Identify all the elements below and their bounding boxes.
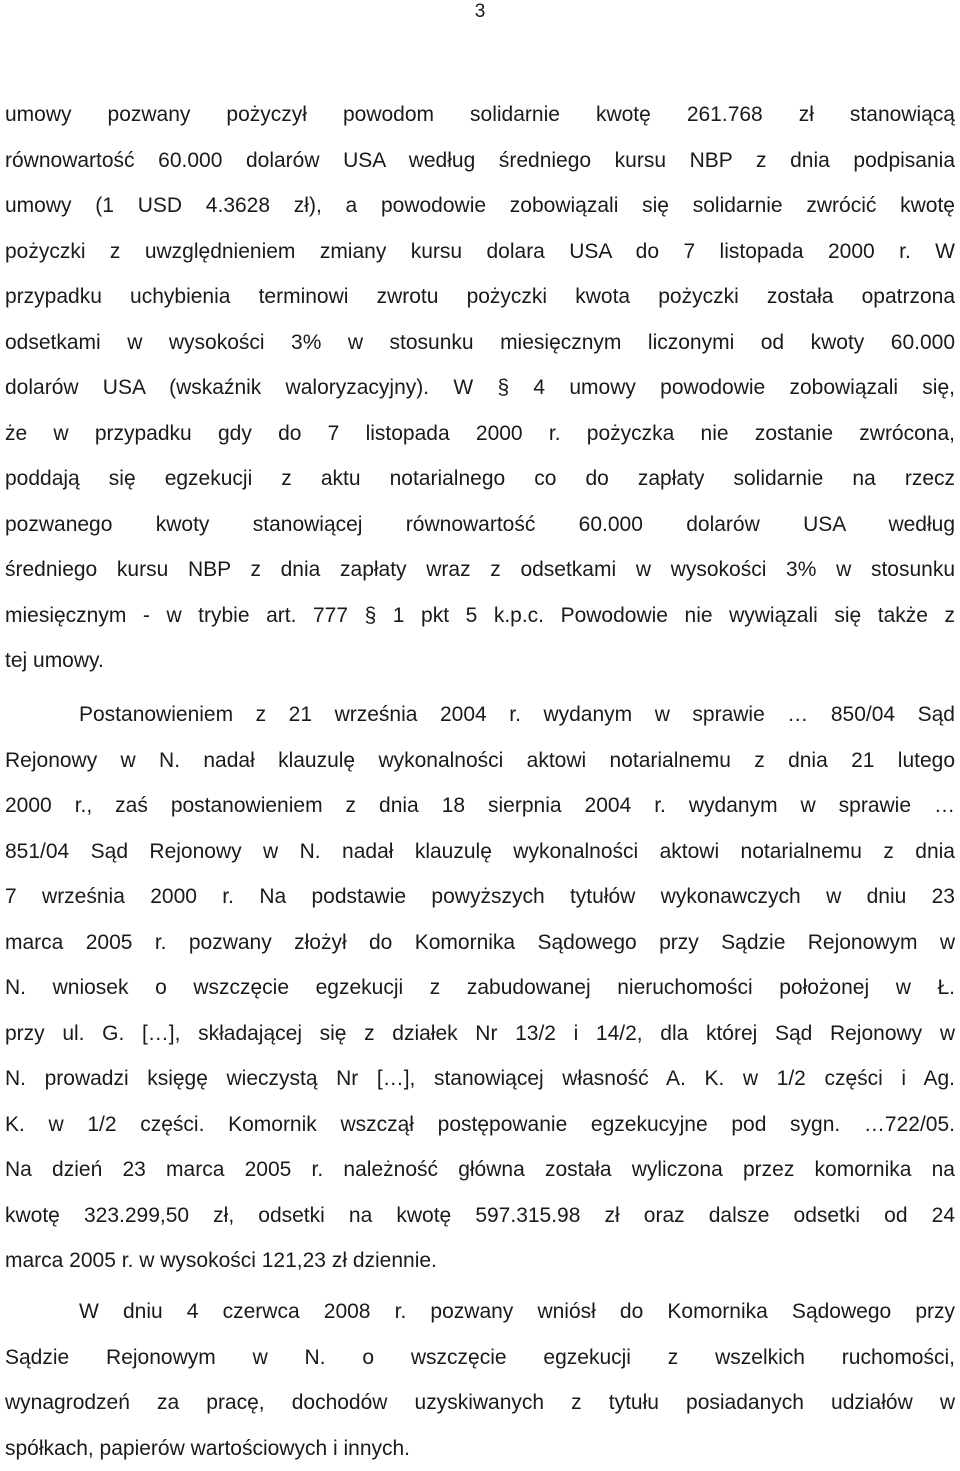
page-number: 3 — [0, 0, 960, 24]
text-line: pożyczki z uwzględnieniem zmiany kursu dolara USA do 7 listopada 2000 r. W — [5, 229, 955, 275]
text-line: równowartość 60.000 dolarów USA według średniego kursu NBP z dnia podpisania — [5, 138, 955, 184]
text-line: N. prowadzi księgę wieczystą Nr […], stanowiącej własność A. K. w 1/2 części i Ag. — [5, 1056, 955, 1102]
text-line: odsetkami w wysokości 3% w stosunku miesięcznym liczonymi od kwoty 60.000 — [5, 320, 955, 366]
text-line: N. wniosek o wszczęcie egzekucji z zabudowanej nieruchomości położonej w Ł. — [5, 965, 955, 1011]
text-line: marca 2005 r. pozwany złożył do Komornika Sądowego przy Sądzie Rejonowym w — [5, 920, 955, 966]
text-line: dolarów USA (wskaźnik waloryzacyjny). W § 4 umowy powodowie zobowiązali się, — [5, 365, 955, 411]
text-line: spółkach, papierów wartościowych i innych. — [5, 1426, 955, 1471]
text-line: umowy pozwany pożyczył powodom solidarnie kwotę 261.768 zł stanowiącą — [5, 92, 955, 138]
paragraph-2 — [5, 692, 955, 1284]
text-line: umowy (1 USD 4.3628 zł), a powodowie zobowiązali się solidarnie zwrócić kwotę — [5, 183, 955, 229]
text-line: K. w 1/2 części. Komornik wszczął postępowanie egzekucyjne pod sygn. …722/05. — [5, 1102, 955, 1148]
text-line: 851/04 Sąd Rejonowy w N. nadał klauzulę wykonalności aktowi notarialnemu z dnia — [5, 829, 955, 875]
text-line: Postanowieniem z 21 września 2004 r. wydanym w sprawie … 850/04 Sąd — [5, 692, 955, 738]
text-line: poddają się egzekucji z aktu notarialnego co do zapłaty solidarnie na rzecz — [5, 456, 955, 502]
text-line: wynagrodzeń za pracę, dochodów uzyskiwanych z tytułu posiadanych udziałów w — [5, 1380, 955, 1426]
text-line: Rejonowy w N. nadał klauzulę wykonalności aktowi notarialnemu z dnia 21 lutego — [5, 738, 955, 784]
text-line: kwotę 323.299,50 zł, odsetki na kwotę 597.315.98 zł oraz dalsze odsetki od 24 — [5, 1193, 955, 1239]
text-line: miesięcznym - w trybie art. 777 § 1 pkt 5 k.p.c. Powodowie nie wywiązali się także z — [5, 593, 955, 639]
paragraph-1 — [5, 92, 955, 684]
text-line: 7 września 2000 r. Na podstawie powyższych tytułów wykonawczych w dniu 23 — [5, 874, 955, 920]
text-line: pozwanego kwoty stanowiącej równowartość 60.000 dolarów USA według — [5, 502, 955, 548]
paragraph-3 — [5, 1289, 955, 1471]
text-line: że w przypadku gdy do 7 listopada 2000 r. pożyczka nie zostanie zwrócona, — [5, 411, 955, 457]
text-line: marca 2005 r. w wysokości 121,23 zł dziennie. — [5, 1238, 955, 1284]
text-line: przy ul. G. […], składającej się z działek Nr 13/2 i 14/2, dla której Sąd Rejonowy w — [5, 1011, 955, 1057]
text-line: Na dzień 23 marca 2005 r. należność główna została wyliczona przez komornika na — [5, 1147, 955, 1193]
text-line: przypadku uchybienia terminowi zwrotu pożyczki kwota pożyczki została opatrzona — [5, 274, 955, 320]
text-line: W dniu 4 czerwca 2008 r. pozwany wniósł do Komornika Sądowego przy — [5, 1289, 955, 1335]
text-line: 2000 r., zaś postanowieniem z dnia 18 sierpnia 2004 r. wydanym w sprawie … — [5, 783, 955, 829]
text-line: średniego kursu NBP z dnia zapłaty wraz z odsetkami w wysokości 3% w stosunku — [5, 547, 955, 593]
text-line: tej umowy. — [5, 638, 955, 684]
text-line: Sądzie Rejonowym w N. o wszczęcie egzekucji z wszelkich ruchomości, — [5, 1335, 955, 1381]
